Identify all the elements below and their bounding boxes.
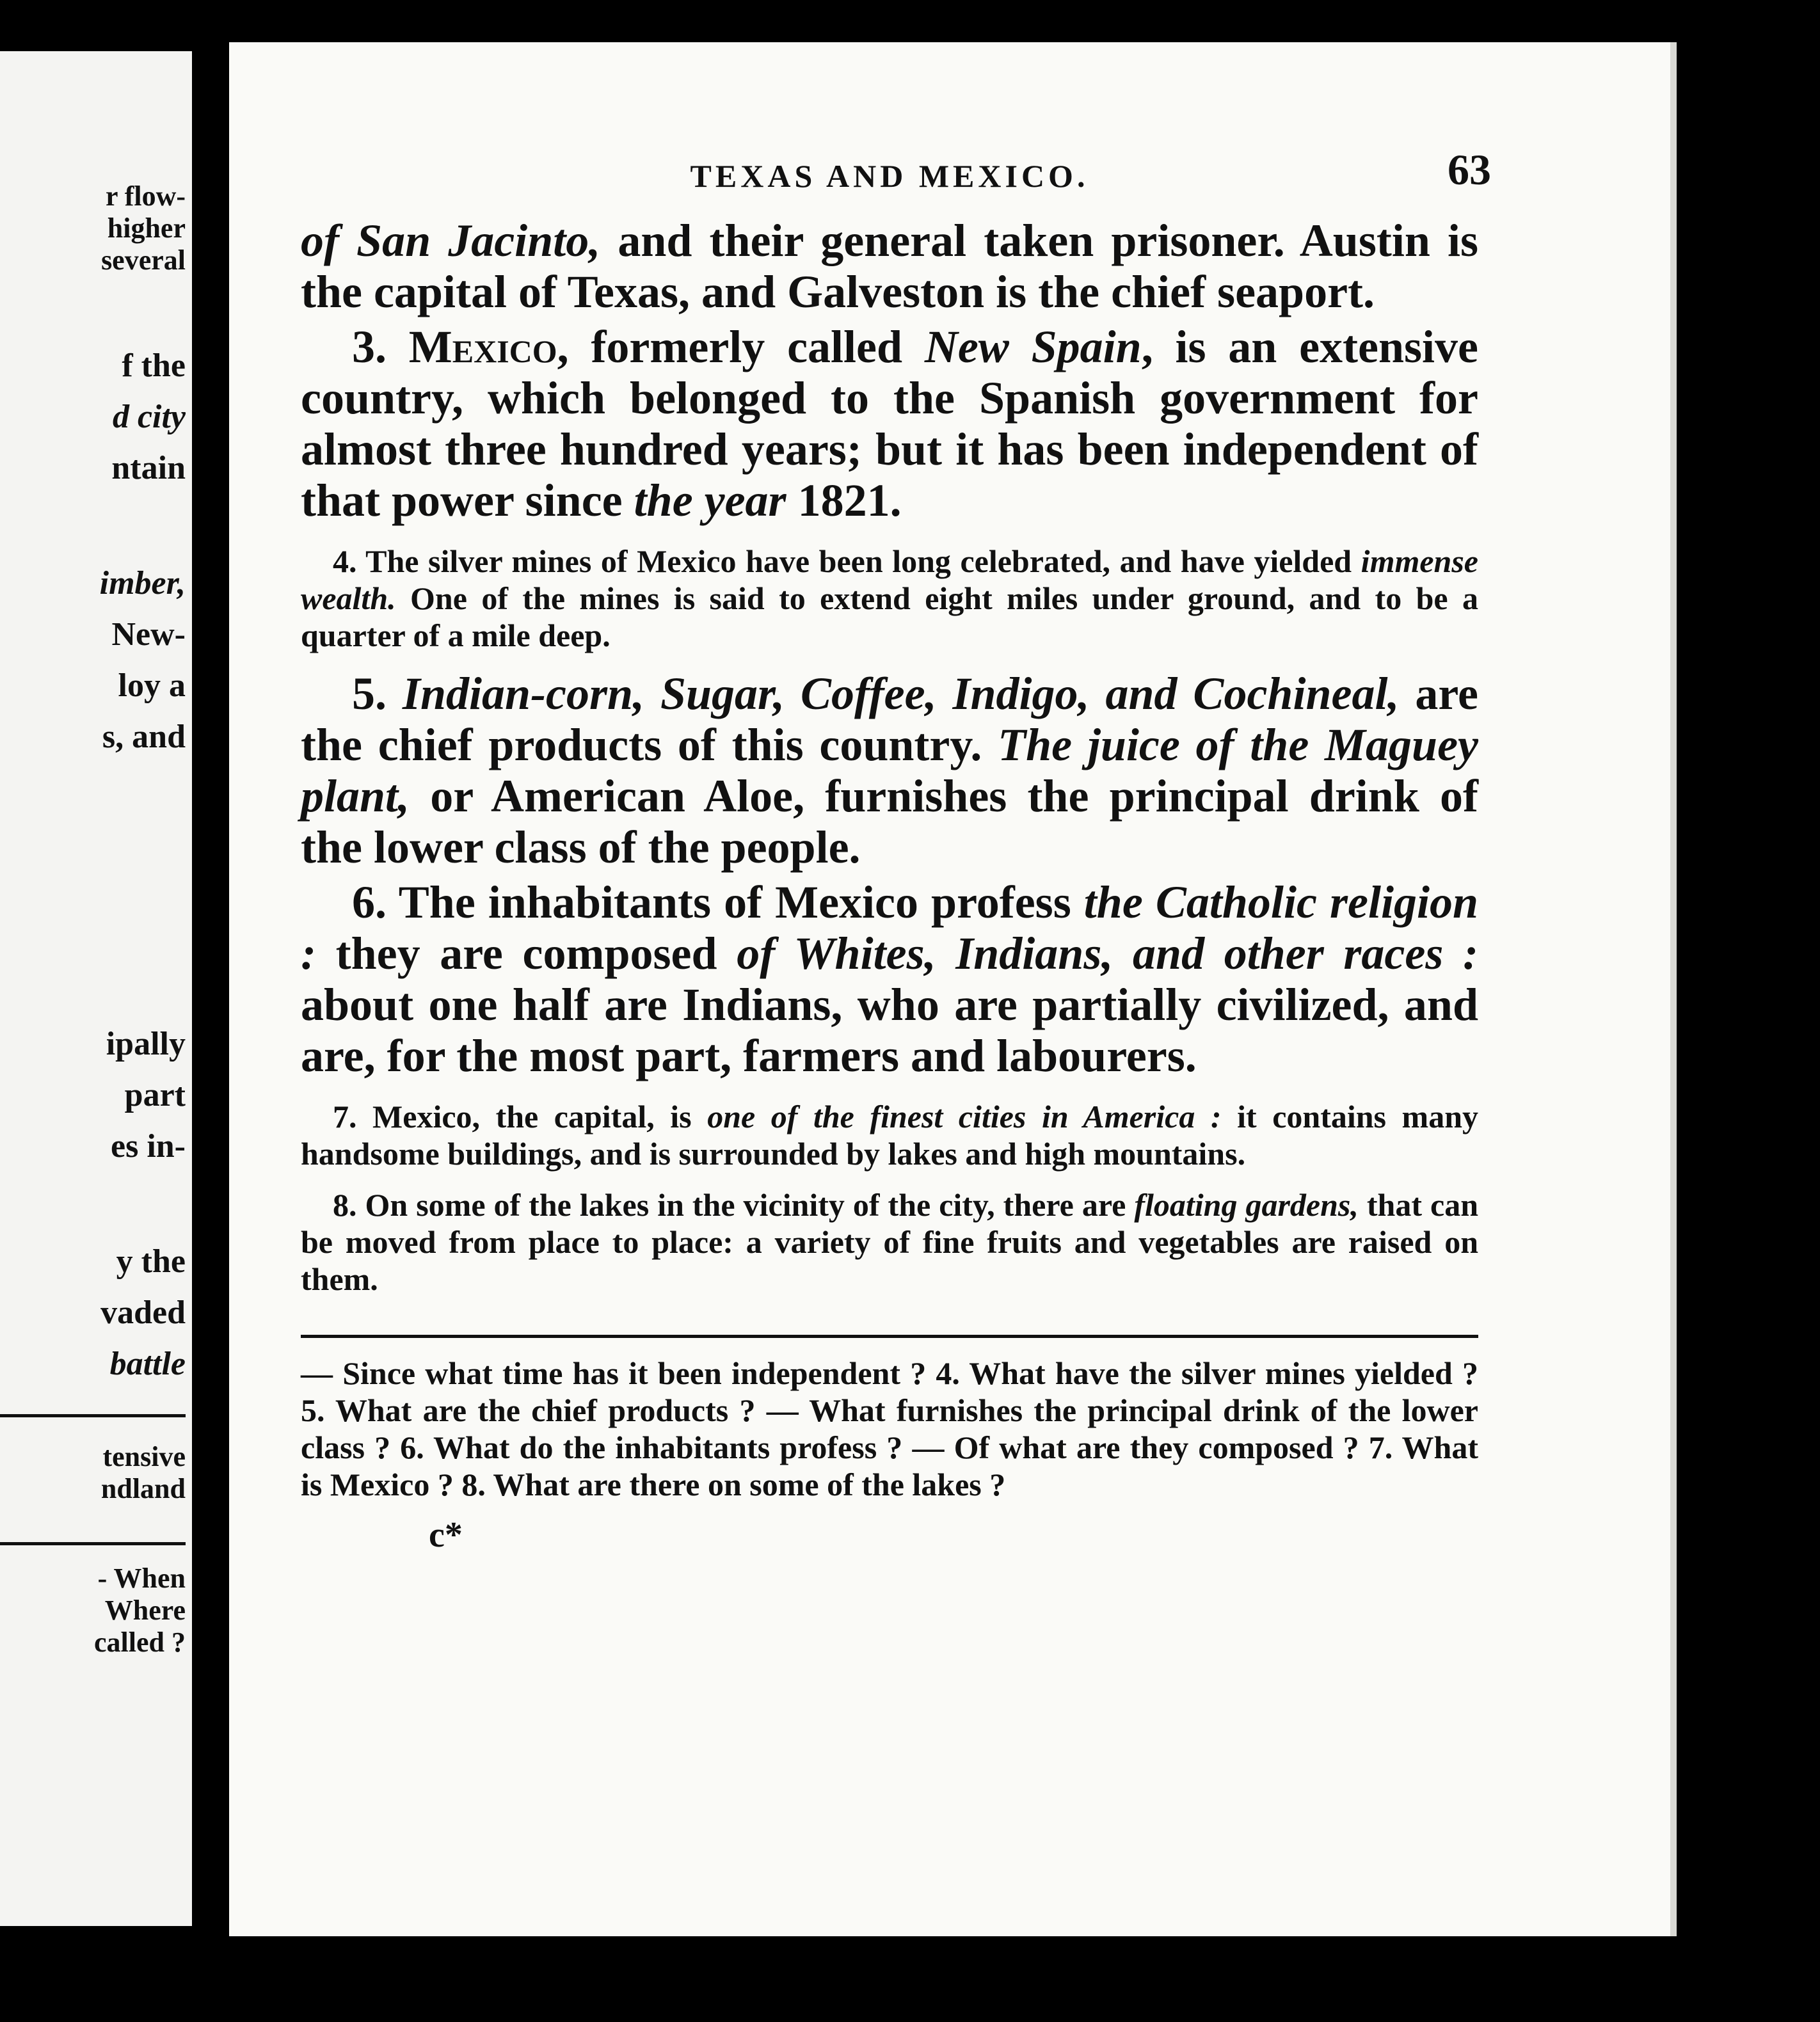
paragraph-continued: of San Jacinto, and their general taken prisoner. Austin is the capital of Texas, and Galveston is the chief seaport.: [301, 215, 1478, 317]
facing-page-text-fragment: loy a: [118, 667, 186, 704]
facing-page-text-fragment: f the: [122, 347, 186, 384]
facing-page-fragment: [0, 51, 192, 1926]
review-questions: — Since what time has it been independent ? 4. What have the silver mines yielded ? 5. What are the chief products ? — What furnishes the principal drink of the lower class ? 6. What do the inhabitants profess ? — Of what are they composed ? 7. What is Mexico ? 8. What are there on some of the lakes ?: [301, 1355, 1478, 1502]
facing-page-text-fragment: higher: [107, 212, 186, 244]
page-content: [301, 138, 1491, 1556]
paragraph-8: 8. On some of the lakes in the vicinity of the city, there are floating gardens, that can be moved from place to place: a variety of fine fruits and vegetables are raised on them.: [301, 1187, 1478, 1297]
facing-page-text-fragment: Where: [104, 1595, 186, 1626]
page-number: 63: [1448, 145, 1491, 194]
facing-page-text-fragment: several: [101, 244, 186, 276]
paragraph-6: 6. The inhabitants of Mexico profess the Catholic religion : they are composed of Whites, Indians, and other races : about one half are Indians, who are partially civilized, and are, for the most part, farmers and labourers.: [301, 877, 1478, 1081]
running-head: [301, 138, 1491, 215]
facing-page-text-fragment: New-: [111, 616, 186, 653]
running-title: TEXAS AND MEXICO.: [690, 158, 1089, 194]
facing-page-rule: [0, 1414, 186, 1417]
facing-page-text-fragment: es in-: [111, 1128, 186, 1165]
facing-page-text-fragment: - When: [97, 1563, 186, 1594]
facing-page-text-fragment: called ?: [94, 1627, 186, 1658]
place-name: of San Jacinto,: [301, 215, 601, 266]
footnote-rule: [301, 1335, 1478, 1338]
paragraph-5: 5. Indian-corn, Sugar, Coffee, Indigo, and Cochineal, are the chief products of this country. The juice of the Maguey plant, or American Aloe, furnishes the principal drink of the lower class of the people.: [301, 668, 1478, 873]
paragraph-3: 3. Mexico, formerly called New Spain, is an extensive country, which belonged to the Spanish government for almost three hundred years; but it has been independent of that power since the year 1821.: [301, 321, 1479, 526]
facing-page-text-fragment: tensive: [102, 1441, 186, 1472]
paragraph-7: 7. Mexico, the capital, is one of the finest cities in America : it contains many handsome buildings, and is surrounded by lakes and high mountains.: [301, 1099, 1479, 1172]
signature-mark: c*: [429, 1515, 463, 1555]
binding-gutter: [192, 38, 229, 1964]
facing-page-text-fragment: part: [124, 1077, 186, 1113]
facing-page-text-fragment: battle: [109, 1346, 186, 1382]
facing-page-text-fragment: ntain: [111, 450, 186, 486]
facing-page-text-fragment: y the: [116, 1243, 186, 1280]
paragraph-4: 4. The silver mines of Mexico have been long celebrated, and have yielded immense wealth. One of the mines is said to extend eight miles under ground, and to be a quarter of a mile deep.: [301, 543, 1478, 653]
facing-page-text-fragment: s, and: [102, 719, 186, 755]
facing-page-text-fragment: r flow-: [105, 180, 186, 212]
facing-page-rule: [0, 1542, 186, 1545]
facing-page-text-fragment: vaded: [100, 1294, 186, 1331]
facing-page-text-fragment: imber,: [99, 565, 186, 601]
facing-page-text-fragment: ndland: [100, 1473, 186, 1504]
facing-page-text-fragment: ipally: [106, 1026, 186, 1062]
book-page: [229, 42, 1677, 1936]
facing-page-text-fragment: d city: [112, 399, 186, 435]
